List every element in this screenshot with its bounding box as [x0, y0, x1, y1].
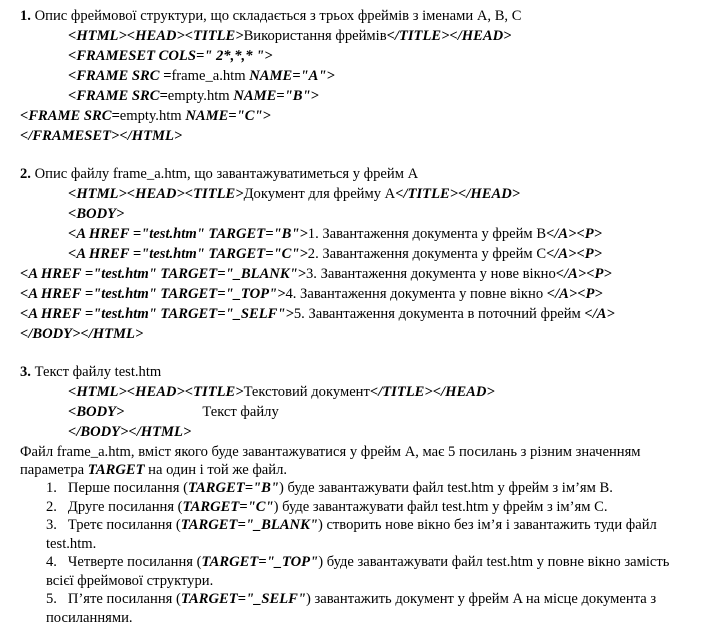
code-line: <A HREF ="test.htm" TARGET="B">1. Завантаження документа у фрейм B</A><P>: [68, 226, 603, 242]
code-line: <A HREF ="test.htm" TARGET="_TOP">4. Завантаження документа у повне вікно </A><P>: [20, 286, 603, 302]
section3-heading: 3. Текст файлу test.htm: [20, 364, 162, 380]
code-line: <HTML><HEAD><TITLE>Використання фреймів</TITLE></HEAD>: [68, 28, 512, 44]
code-line: <FRAME SRC =frame_a.htm NAME="A">: [68, 68, 335, 84]
list-item-cont: посиланнями.: [46, 609, 133, 626]
code-line: <A HREF ="test.htm" TARGET="C">2. Завантаження документа у фрейм C</A><P>: [68, 246, 603, 262]
code-line: </BODY></HTML>: [68, 424, 192, 440]
code-line: </FRAMESET></HTML>: [20, 128, 183, 144]
list-item: 2. Друге посилання (TARGET="C") буде завантажувати файл test.htm у фрейм з ім’ям C.: [46, 498, 608, 515]
section1-heading: 1. Опис фреймової структури, що складається з трьох фреймів з іменами A, B, C: [20, 8, 522, 24]
code-line: </BODY></HTML>: [20, 326, 144, 342]
code-line: <HTML><HEAD><TITLE>Документ для фрейму A</TITLE></HEAD>: [68, 186, 521, 202]
list-item: 3. Третє посилання (TARGET="_BLANK") створить нове вікно без ім’я і завантажить туди файл: [46, 517, 657, 533]
code-line: <FRAME SRC=empty.htm NAME="B">: [68, 88, 319, 104]
list-item: 1. Перше посилання (TARGET="B") буде завантажувати файл test.htm у фрейм з ім’ям B.: [46, 480, 613, 496]
code-line: <BODY>: [68, 206, 125, 222]
explanation-paragraph-cont: параметра TARGET на один і той же файл.: [20, 462, 288, 478]
code-line: <FRAMESET COLS=" 2*,*,* ">: [68, 48, 273, 64]
code-line: <A HREF ="test.htm" TARGET="_BLANK">3. Завантаження документа у нове вікно</A><P>: [20, 266, 612, 282]
code-line: <FRAME SRC=empty.htm NAME="C">: [20, 108, 271, 124]
list-item-cont: всієї фреймової структури.: [46, 572, 214, 589]
section2-heading: 2. Опис файлу frame_a.htm, що завантажуватиметься у фрейм A: [20, 166, 419, 182]
code-line: <HTML><HEAD><TITLE>Текстовий документ</TITLE></HEAD>: [68, 384, 495, 400]
explanation-paragraph: Файл frame_a.htm, вміст якого буде завантажуватися у фрейм A, має 5 посилань з різним значенням: [20, 444, 641, 460]
code-line: <A HREF ="test.htm" TARGET="_SELF">5. Завантаження документа в поточний фрейм </A>: [20, 306, 615, 322]
code-line: <BODY> Текст файлу: [68, 404, 279, 420]
list-item-cont: test.htm.: [46, 535, 97, 552]
list-item: 5. П’яте посилання (TARGET="_SELF") завантажить документ у фрейм A на місце документа з: [46, 591, 657, 607]
list-item: 4. Четверте посилання (TARGET="_TOP") буде завантажувати файл test.htm у повне вікно замість: [46, 554, 670, 570]
